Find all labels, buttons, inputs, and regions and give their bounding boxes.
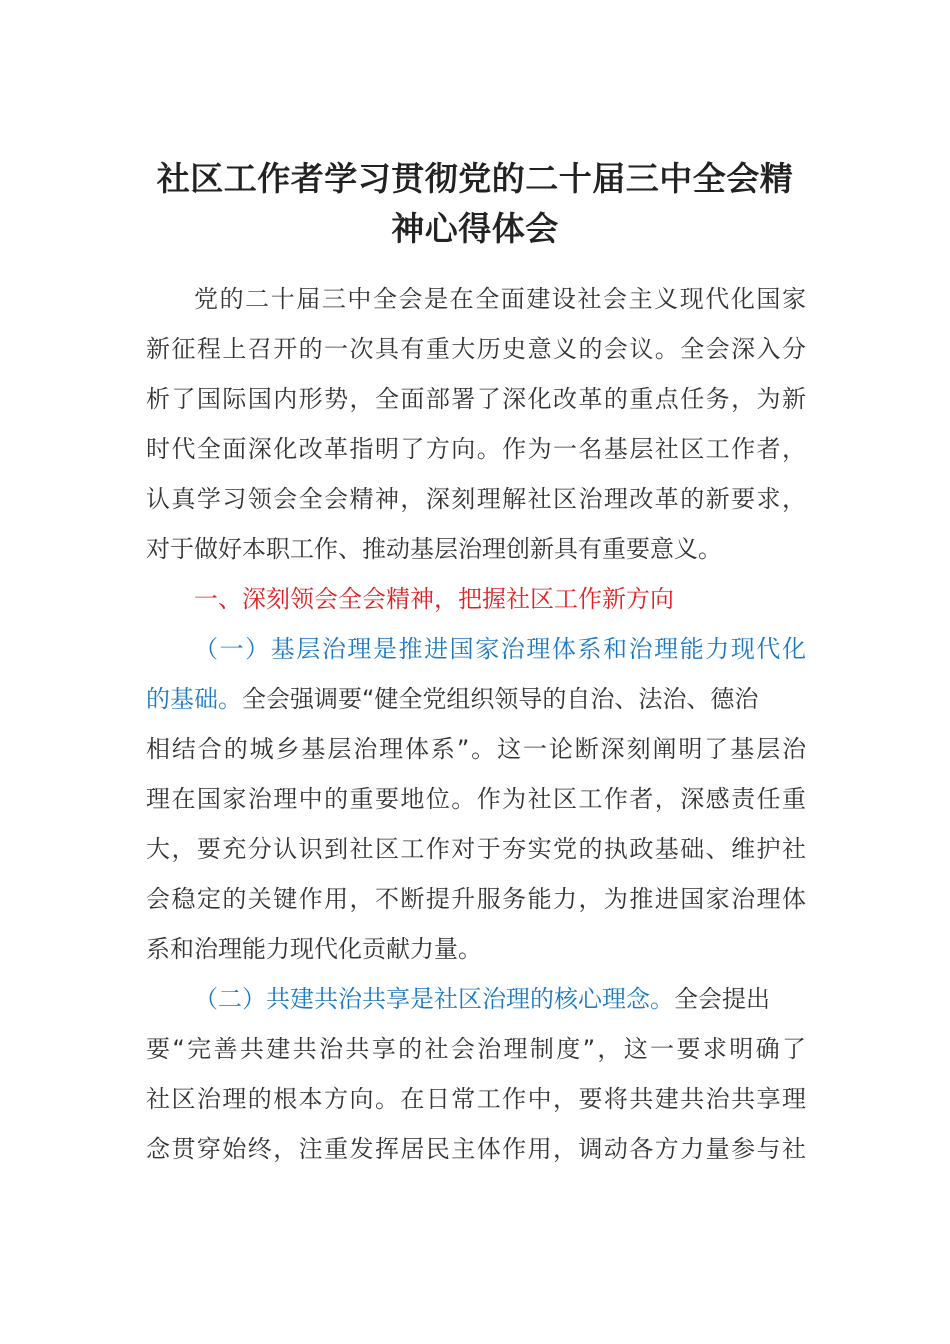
subsection-1-line-5: 大，要充分认识到社区工作对于夯实党的执政基础、维护社 (146, 835, 806, 863)
subsection-2-line-4: 念贯穿始终，注重发挥居民主体作用，调动各方力量参与社 (146, 1135, 806, 1163)
paragraph-1-line-1: 党的二十届三中全会是在全面建设社会主义现代化国家 (194, 285, 806, 313)
subsection-1-line-6: 会稳定的关键作用，不断提升服务能力，为推进国家治理体 (146, 885, 806, 913)
paragraph-1-line-3: 析了国际国内形势，全面部署了深化改革的重点任务，为新 (146, 385, 806, 413)
paragraph-1-line-4: 时代全面深化改革指明了方向。作为一名基层社区工作者， (146, 435, 806, 463)
subsection-2-line-1 (194, 982, 806, 1016)
paragraph-1-line-5: 认真学习领会全会精神，深刻理解社区治理改革的新要求， (146, 485, 806, 513)
paragraph-1-line-2: 新征程上召开的一次具有重大历史意义的会议。全会深入分 (146, 335, 806, 363)
section-1-heading: 一、深刻领会全会精神，把握社区工作新方向 (194, 585, 674, 613)
document-title-line-2: 神心得体会 (391, 209, 559, 248)
subsection-2-heading: （二）共建共治共享是社区治理的核心理念。 (194, 985, 674, 1013)
document-title-line-1: 社区工作者学习贯彻党的二十届三中全会精 (156, 159, 794, 198)
subsection-2-line-1-text: 全会提出 (674, 985, 770, 1013)
subsection-1-line-3: 相结合的城乡基层治理体系”。这一论断深刻阐明了基层治 (146, 735, 806, 763)
subsection-1-line-2-text: 全会强调要“健全党组织领导的自治、法治、德治 (242, 685, 759, 713)
subsection-2-line-3: 社区治理的根本方向。在日常工作中，要将共建共治共享理 (146, 1085, 806, 1113)
subsection-1-heading-end: 的基础。 (146, 685, 242, 713)
paragraph-1-line-6: 对于做好本职工作、推动基层治理创新具有重要意义。 (146, 535, 722, 563)
subsection-1-line-7: 系和治理能力现代化贡献力量。 (146, 935, 482, 963)
subsection-2-line-2: 要“完善共建共治共享的社会治理制度”，这一要求明确了 (146, 1035, 806, 1063)
subsection-1-line-4: 理在国家治理中的重要地位。作为社区工作者，深感责任重 (146, 785, 806, 813)
subsection-1-heading: （一）基层治理是推进国家治理体系和治理能力现代化 (194, 635, 806, 663)
subsection-1-line-2 (146, 682, 806, 716)
